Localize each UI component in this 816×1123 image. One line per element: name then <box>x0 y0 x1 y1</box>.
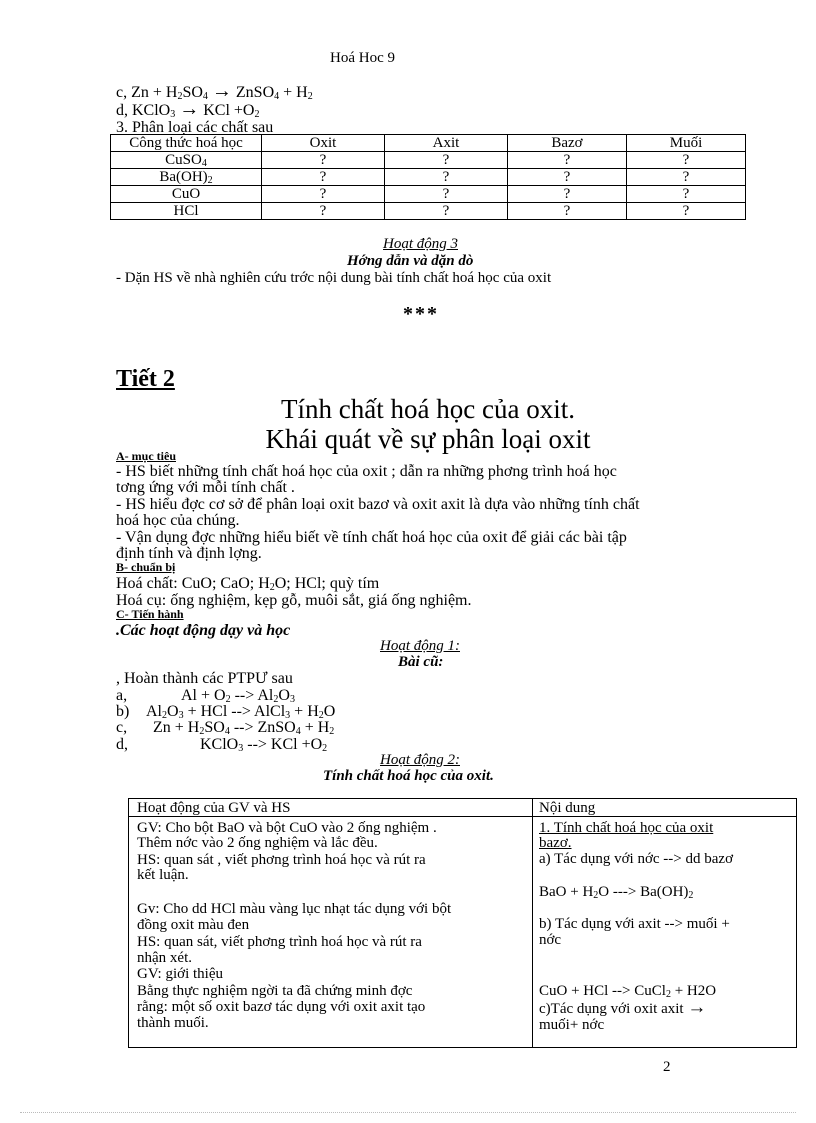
page-bottom-border <box>20 1112 796 1113</box>
activity3-subtitle: Hớng dẫn và dặn dò <box>347 253 474 269</box>
homework-instruction: - Dặn HS về nhà nghiên cứu trớc nội dung bài tính chất hoá học của oxit <box>116 270 552 286</box>
activity1-subtitle: Bài cũ: <box>398 654 444 670</box>
teacher-activity-line: kết luận. <box>137 867 189 883</box>
teacher-activity-line: Thêm nớc vào 2 ống nghiệm và lắc đều. <box>137 835 378 851</box>
content-line: a) Tác dụng với nớc --> dd bazơ <box>539 851 733 867</box>
table-cell: ? <box>508 186 627 203</box>
arrow-icon: → <box>179 98 200 120</box>
tools-line: Hoá cụ: ống nghiệm, kẹp gỗ, muôi sắt, giá ống nghiệm. <box>116 592 472 609</box>
teacher-activity-line: HS: quan sát, viết phơng trình hoá học và rút ra <box>137 934 422 950</box>
activity1-intro: , Hoàn thành các PTPƯ sau <box>116 670 293 687</box>
table-row <box>111 203 746 220</box>
teacher-activity-line: GV: giới thiệu <box>137 966 223 982</box>
table-cell: ? <box>262 152 385 169</box>
table-cell: ? <box>508 203 627 220</box>
equation-b-label: b) <box>116 703 130 720</box>
objective-line: - HS hiểu đợc cơ sở để phân loại oxit bazơ và oxit axit là dựa vào những tính chất <box>116 496 640 513</box>
content-line: b) Tác dụng với axit --> muối + <box>539 916 730 932</box>
teacher-activity-line: nhận xét. <box>137 950 192 966</box>
teacher-activity-line: Gv: Cho dd HCl màu vàng lục nhạt tác dụng với bột <box>137 901 452 917</box>
equation-c-top: c, $Zn + H_2SO_4$ → ZnSO$_4$ + $H_2$ <box>116 80 313 102</box>
table-cell: ? <box>508 169 627 186</box>
table-header: Axit <box>385 135 508 152</box>
equation-c-label: c, <box>116 719 128 736</box>
arrow-icon: → <box>211 80 232 102</box>
table-cell: CuSO$_4$ <box>111 152 262 169</box>
table-cell: ? <box>627 169 746 186</box>
content-heading: 1. Tính chất hoá học của oxit <box>539 820 714 836</box>
column-divider <box>532 799 533 1047</box>
table-header: Bazơ <box>508 135 627 152</box>
table-cell: ? <box>385 186 508 203</box>
table-header-right: Nội dung <box>539 800 596 816</box>
teacher-activity-line: rằng: một số oxit bazơ tác dụng với oxit axit tạo <box>137 999 426 1015</box>
lesson-title-line1: Tính chất hoá học của oxit. <box>281 394 575 424</box>
activity2-title: Hoạt động 2: <box>380 752 460 768</box>
activities-heading: .Các hoạt động dạy và học <box>116 622 291 639</box>
table-row <box>111 152 746 169</box>
teacher-activity-line: GV: Cho bột BaO và bột CuO vào 2 ống nghiệm . <box>137 820 437 836</box>
table-cell: ? <box>262 186 385 203</box>
lesson-period: Tiết 2 <box>116 366 175 392</box>
equation-a: $Al + O_2$ --> $Al_2O_3$ <box>181 687 295 705</box>
teacher-activity-line: HS: quan sát , viết phơng trình hoá học và rút ra <box>137 852 426 868</box>
proceed-heading: C- Tiến hành <box>116 607 184 621</box>
equation-d-label: d, <box>116 736 128 753</box>
activity3-title: Hoạt động 3 <box>383 236 458 252</box>
objective-line: - Vận dụng đợc những hiểu biết về tính chất hoá học của oxit để giải các bài tập <box>116 529 627 546</box>
section3-heading: 3. Phân loại các chất sau <box>116 119 274 136</box>
objective-line: định tính và định lợng. <box>116 545 262 562</box>
table-cell: ? <box>627 152 746 169</box>
activity2-subtitle: Tính chất hoá học của oxit. <box>323 768 494 784</box>
objective-line: - HS biết những tính chất hoá học của oxit ; dẫn ra những phơng trình hoá học <box>116 463 617 480</box>
table-row <box>111 169 746 186</box>
teacher-activity-line: thành muối. <box>137 1015 209 1031</box>
teacher-activity-line: đồng oxit màu đen <box>137 917 250 933</box>
table-cell: ? <box>627 203 746 220</box>
content-line: muối+ nớc <box>539 1017 605 1033</box>
objective-line: hoá học của chúng. <box>116 512 240 529</box>
content-equation: CuO + HCl --> CuCl$_2$ + H2O <box>539 983 717 1000</box>
content-line: c)Tác dụng với oxit axit → <box>539 997 707 1018</box>
table-cell: ? <box>385 152 508 169</box>
table-cell: ? <box>627 186 746 203</box>
table-cell: ? <box>385 203 508 220</box>
table-cell: HCl <box>111 203 262 220</box>
table-header-row <box>111 135 746 152</box>
equation-a-label: a, <box>116 687 128 704</box>
teacher-activity-line: Bằng thực nghiệm ngời ta đã chứng minh đợc <box>137 983 413 999</box>
classification-table <box>110 134 746 220</box>
lesson-title-line2: Khái quát về sự phân loại oxit <box>265 424 591 454</box>
content-heading: bazơ. <box>539 835 572 851</box>
table-cell: ? <box>262 169 385 186</box>
equation-d-top: d, KClO$_3$ → KCl $+O_2$ <box>116 98 260 120</box>
table-cell: ? <box>262 203 385 220</box>
equation-d: KClO$_3$ --> KCl $+O_2$ <box>200 736 328 754</box>
page-number: 2 <box>663 1059 671 1075</box>
header-divider <box>129 816 796 817</box>
chemicals-line: Hoá chất: CuO; CaO; $H_2O$; HCl; quỳ tím <box>116 575 380 593</box>
table-row <box>111 186 746 203</box>
table-header: Công thức hoá học <box>111 135 262 152</box>
objective-line: tơng ứng với mỗi tính chất . <box>116 479 295 496</box>
arrow-icon: → <box>687 997 707 1018</box>
table-cell: ? <box>385 169 508 186</box>
table-cell: ? <box>508 152 627 169</box>
prep-heading: B- chuẩn bị <box>116 560 176 574</box>
table-cell: $Ba(OH)_2$ <box>111 169 262 186</box>
separator: *** <box>403 303 439 325</box>
page-header: Hoá Hoc 9 <box>330 50 395 66</box>
equation-b: $Al_2O_3$ + HCl --> AlCl$_3$ + $H_2O$ <box>146 703 336 721</box>
activity1-title: Hoạt động 1: <box>380 638 460 654</box>
table-header: Oxit <box>262 135 385 152</box>
objectives-heading: A- mục tiêu <box>116 449 176 463</box>
table-header-left: Hoạt động của GV và HS <box>137 800 291 816</box>
content-equation: BaO + $H_2O$ ---> $Ba(OH)_2$ <box>539 884 694 901</box>
table-cell: CuO <box>111 186 262 203</box>
equation-c: $Zn + H_2SO_4$ --> ZnSO$_4$ + $H_2$ <box>153 719 335 737</box>
table-header: Muối <box>627 135 746 152</box>
content-line: nớc <box>539 932 562 948</box>
